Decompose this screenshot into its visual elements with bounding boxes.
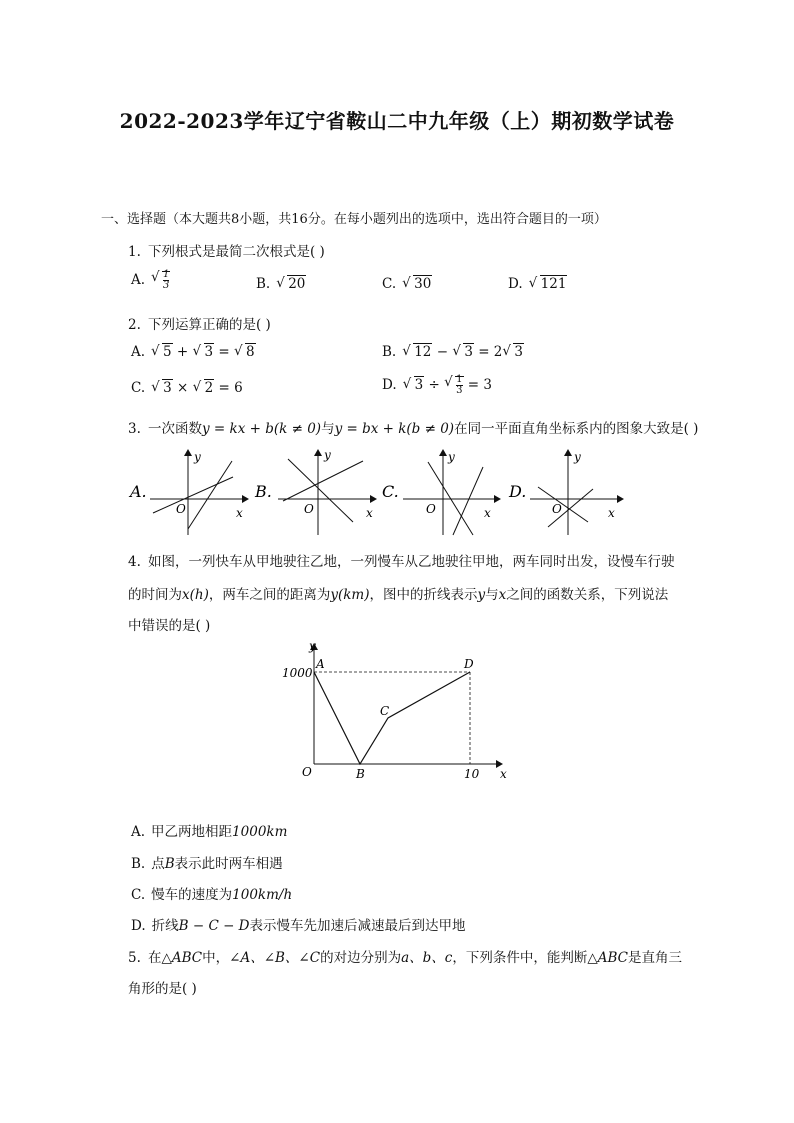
q3-graph-b bbox=[254, 448, 376, 535]
stem-text: 的时间为 bbox=[128, 587, 182, 603]
stem-text: ，两车之间的距离为 bbox=[208, 587, 331, 603]
option-label: A. bbox=[130, 482, 147, 501]
option-label: D. bbox=[131, 918, 146, 934]
q3-graph-d bbox=[508, 450, 623, 535]
q2-option-b bbox=[382, 344, 524, 360]
question-3 bbox=[128, 417, 698, 437]
section-heading: 一、选择题（本大题共8小题，共16分。在每小题列出的选项中，选出符合题目的一项） bbox=[101, 212, 607, 227]
sqrt-expression bbox=[402, 276, 432, 292]
equals: = 2 bbox=[473, 344, 503, 360]
question-number: 4. bbox=[128, 554, 141, 570]
option-label: A. bbox=[131, 272, 146, 288]
radicand: 20 bbox=[288, 276, 306, 292]
y-axis-label: y bbox=[448, 450, 455, 464]
math-variable: x bbox=[498, 587, 507, 603]
y-tick-label: 1000 bbox=[282, 666, 313, 680]
function-line bbox=[283, 461, 363, 501]
option-label: A. bbox=[131, 344, 146, 360]
x-axis-label: x bbox=[366, 506, 373, 520]
option-label: C. bbox=[382, 276, 397, 292]
x-axis-label: x bbox=[500, 767, 507, 781]
option-text: 表示此时两车相遇 bbox=[174, 856, 283, 872]
math-expression: y = bx + k(b ≠ 0) bbox=[334, 421, 455, 437]
origin-label: O bbox=[552, 502, 562, 516]
math-expression: y = kx + b(k ≠ 0) bbox=[202, 421, 322, 437]
origin-label: O bbox=[304, 502, 314, 516]
x-axis-label: x bbox=[484, 506, 491, 520]
stem-text: 一次函数 bbox=[148, 421, 202, 437]
option-label: B. bbox=[255, 482, 272, 501]
q4-option-a bbox=[131, 820, 287, 840]
function-line bbox=[288, 459, 353, 522]
stem-text: 与 bbox=[485, 587, 499, 603]
question-number: 5. bbox=[128, 950, 141, 966]
math-variable: x(h) bbox=[182, 587, 209, 603]
y-axis-label: y bbox=[324, 448, 331, 462]
math-expression: a、b、c bbox=[401, 950, 453, 966]
x-tick-label: 10 bbox=[464, 767, 480, 781]
q3-graph-a bbox=[128, 450, 248, 535]
question-stem: 下列运算正确的是( ) bbox=[148, 317, 271, 333]
stem-text: 如图，一列快车从甲地驶往乙地，一列慢车从乙地驶往甲地，两车同时出发，设慢车行驶 bbox=[148, 554, 675, 570]
stem-text: 的对边分别为 bbox=[320, 950, 402, 966]
stem-text: 是直角三 bbox=[627, 950, 682, 966]
sqrt-expression bbox=[151, 270, 170, 291]
option-text: 慢车的速度为 bbox=[151, 887, 233, 903]
option-text: 折线 bbox=[151, 918, 179, 934]
q4-option-d bbox=[131, 914, 466, 934]
y-axis-label: y bbox=[194, 450, 201, 464]
stem-text: ，下列条件中，能判断 bbox=[452, 950, 588, 966]
function-line bbox=[153, 477, 233, 513]
math-variable: B − C − D bbox=[178, 918, 250, 934]
origin-label: O bbox=[302, 765, 312, 779]
operator: + bbox=[172, 344, 193, 360]
math-expression: ∠A、∠B、∠C bbox=[229, 950, 321, 966]
point-d-label: D bbox=[464, 657, 474, 671]
y-axis-label: y bbox=[574, 450, 581, 464]
equals: = 6 bbox=[214, 380, 243, 396]
radicand: 2 bbox=[204, 380, 214, 396]
y-axis-label: y bbox=[309, 639, 316, 653]
function-line bbox=[188, 461, 232, 529]
question-5 bbox=[128, 946, 682, 966]
radicand: 3 bbox=[163, 380, 172, 396]
origin-label: O bbox=[176, 502, 186, 516]
point-a-label: A bbox=[316, 657, 325, 671]
question-2 bbox=[128, 313, 271, 333]
q4-distance-graph bbox=[280, 638, 520, 786]
function-line bbox=[453, 467, 483, 535]
option-text: 点 bbox=[151, 856, 165, 872]
stem-text: ，图中的折线表示 bbox=[369, 587, 478, 603]
option-label: C. bbox=[131, 887, 146, 903]
q2-option-a bbox=[131, 344, 256, 360]
denominator: 3 bbox=[163, 280, 170, 291]
q1-option-a bbox=[131, 270, 170, 291]
q4-option-b bbox=[131, 852, 283, 872]
numerator: √ 1 bbox=[456, 374, 463, 385]
question-number: 2. bbox=[128, 317, 141, 333]
question-number: 3. bbox=[128, 421, 141, 437]
option-label: B. bbox=[382, 344, 397, 360]
math-value: 1000km bbox=[232, 824, 288, 840]
question-4-line2 bbox=[128, 583, 668, 603]
question-number: 1. bbox=[128, 244, 141, 260]
option-label: D. bbox=[509, 482, 527, 501]
option-label: D. bbox=[382, 377, 397, 393]
math-expression: △ABC bbox=[161, 950, 203, 966]
question-5-line2: 角形的是( ) bbox=[128, 981, 197, 997]
q4-option-c bbox=[131, 883, 292, 903]
x-axis-label: x bbox=[608, 506, 615, 520]
option-label: C. bbox=[131, 380, 146, 396]
radicand: 3 bbox=[464, 344, 473, 360]
radicand: 8 bbox=[246, 344, 255, 360]
function-line bbox=[538, 487, 588, 522]
q3-option-graphs bbox=[128, 447, 633, 539]
radicand: 3 bbox=[204, 344, 214, 360]
math-variable: y(km) bbox=[330, 587, 370, 603]
option-label: C. bbox=[382, 482, 399, 501]
distance-polyline bbox=[314, 672, 470, 764]
numerator: √ 1 bbox=[163, 269, 170, 280]
q2-option-c bbox=[131, 380, 243, 396]
math-variable: B bbox=[164, 856, 175, 872]
math-variable: y bbox=[477, 587, 486, 603]
question-1 bbox=[128, 240, 325, 260]
q2-option-d bbox=[382, 375, 492, 396]
q1-option-d bbox=[508, 276, 567, 292]
option-label: D. bbox=[508, 276, 523, 292]
equals: = bbox=[214, 344, 235, 360]
option-label: B. bbox=[131, 856, 146, 872]
point-c-label: C bbox=[380, 704, 390, 718]
page-title: 2022-2023学年辽宁省鞍山二中九年级（上）期初数学试卷 bbox=[119, 109, 675, 133]
question-stem: 下列根式是最简二次根式是( ) bbox=[148, 244, 325, 260]
radicand: 3 bbox=[414, 377, 424, 393]
option-label: A. bbox=[131, 824, 146, 840]
radicand: 121 bbox=[540, 276, 567, 292]
operator: ÷ bbox=[424, 377, 445, 393]
operator: × bbox=[172, 380, 193, 396]
equals: = 3 bbox=[463, 377, 492, 393]
radicand: 3 bbox=[514, 344, 523, 360]
stem-text: 在 bbox=[148, 950, 162, 966]
question-4-line3: 中错误的是( ) bbox=[128, 618, 211, 634]
stem-text: 之间的函数关系，下列说法 bbox=[506, 587, 669, 603]
option-label: B. bbox=[256, 276, 271, 292]
option-text: 表示慢车先加速后减速最后到达甲地 bbox=[249, 918, 466, 934]
question-4 bbox=[128, 550, 675, 570]
stem-text: 中， bbox=[202, 950, 230, 966]
q1-option-b bbox=[256, 276, 306, 292]
q3-graph-c bbox=[382, 450, 500, 535]
radicand: 12 bbox=[414, 344, 432, 360]
radicand: 30 bbox=[414, 276, 432, 292]
sqrt-expression bbox=[529, 276, 568, 292]
q1-option-c bbox=[382, 276, 432, 292]
radicand: 5 bbox=[163, 344, 172, 360]
option-text: 甲乙两地相距 bbox=[151, 824, 233, 840]
operator: − bbox=[432, 344, 453, 360]
stem-text: 与 bbox=[321, 421, 335, 437]
math-value: 100km/h bbox=[232, 887, 293, 903]
point-b-label: B bbox=[356, 767, 365, 781]
origin-label: O bbox=[426, 502, 436, 516]
x-axis-label: x bbox=[236, 506, 243, 520]
stem-text: 在同一平面直角坐标系内的图象大致是( ) bbox=[454, 421, 699, 437]
denominator: 3 bbox=[456, 385, 463, 396]
sqrt-expression bbox=[276, 276, 306, 292]
math-expression: △ABC bbox=[587, 950, 628, 966]
